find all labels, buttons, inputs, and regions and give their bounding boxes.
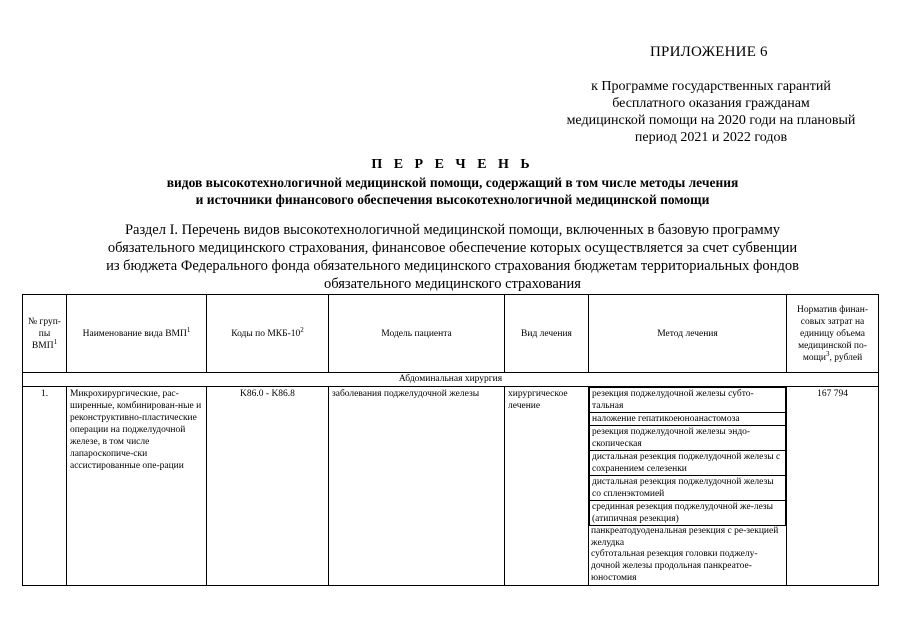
header-model: Модель пациента bbox=[329, 295, 505, 373]
method-item: срединная резекция поджелудочной же-лезы (атипичная резекция) bbox=[589, 500, 786, 526]
table-row bbox=[23, 387, 879, 586]
table-header-row bbox=[23, 295, 879, 373]
subtitle-line: бесплатного оказания гражданам bbox=[612, 96, 810, 111]
method-item: резекция поджелудочной железы эндо-скопическая bbox=[589, 425, 786, 451]
section-heading-line: обязательного медицинского страхования, финансовое обеспечение которых осуществляется за счет субвенции bbox=[107, 240, 798, 256]
method-item: резекция поджелудочной железы субто-тальная bbox=[589, 387, 786, 413]
section-heading-line: Раздел I. Перечень видов высокотехнологичной медицинской помощи, включенных в базовую программу bbox=[124, 222, 781, 238]
header-name: Наименование вида ВМП$^1$ bbox=[67, 295, 207, 373]
header-codes: Коды по МКБ-$10^2$ bbox=[207, 295, 329, 373]
header-norm: Норматив финан-совых затрат на единицу объема медицинской по-мощи$^3$, рублей bbox=[787, 295, 879, 373]
subtitle-line: медицинской помощи на 2020 годи на плановый bbox=[566, 113, 856, 128]
row-methods bbox=[589, 387, 787, 586]
vmp-table bbox=[22, 294, 879, 586]
row-model: заболевания поджелудочной железы bbox=[329, 387, 505, 586]
category-label: Абдоминальная хирургия bbox=[23, 373, 879, 387]
header-group-no: № груп-пы ВМП$^1$ bbox=[23, 295, 67, 373]
method-item: наложение гепатикоеюноанастомоза bbox=[589, 412, 786, 426]
method-item: дистальная резекция поджелудочной железы со спленэктомией bbox=[589, 475, 786, 501]
section-heading-line: обязательного медицинского страхования bbox=[324, 276, 581, 292]
method-item: субтотальная резекция головки поджелу-дочной железы продольная панкреатое-юностомия bbox=[591, 549, 758, 583]
row-treatment: хирургическое лечение bbox=[505, 387, 589, 586]
method-item: дистальная резекция поджелудочной железы с сохранением селезенки bbox=[589, 450, 786, 476]
header-treatment: Вид лечения bbox=[505, 295, 589, 373]
document-title: П Е Р Е Ч Е Н Ь bbox=[371, 157, 534, 172]
appendix-title: ПРИЛОЖЕНИЕ 6 bbox=[650, 44, 768, 60]
row-no: 1. bbox=[23, 387, 67, 586]
row-name: Микрохирургические, рас-ширенные, комбинирован-ные и реконструктивно-пластические операции на поджелудочной железе, в том числе лапароскопиче-ски ассистированные опе-рации bbox=[67, 387, 207, 586]
header-method: Метод лечения bbox=[589, 295, 787, 373]
subtitle-line: к Программе государственных гарантий bbox=[591, 79, 831, 94]
document-title-line-2: и источники финансового обеспечения высокотехнологичной медицинской помощи bbox=[195, 192, 710, 207]
subtitle-line: период 2021 и 2022 годов bbox=[634, 130, 788, 145]
row-codes: K86.0 - K86.8 bbox=[207, 387, 329, 586]
method-item: панкреатодуоденальная резекция с ре-зекцией желудка bbox=[591, 526, 779, 548]
section-heading-line: из бюджета Федерального фонда обязательного медицинского страхования бюджетам территориальных фондов bbox=[106, 258, 799, 274]
row-norm: 167 794 bbox=[787, 387, 879, 586]
appendix-subtitle bbox=[545, 78, 877, 146]
category-row bbox=[23, 373, 879, 387]
document-title-line-1: видов высокотехнологичной медицинской помощи, содержащий в том числе методы лечения bbox=[166, 175, 739, 190]
